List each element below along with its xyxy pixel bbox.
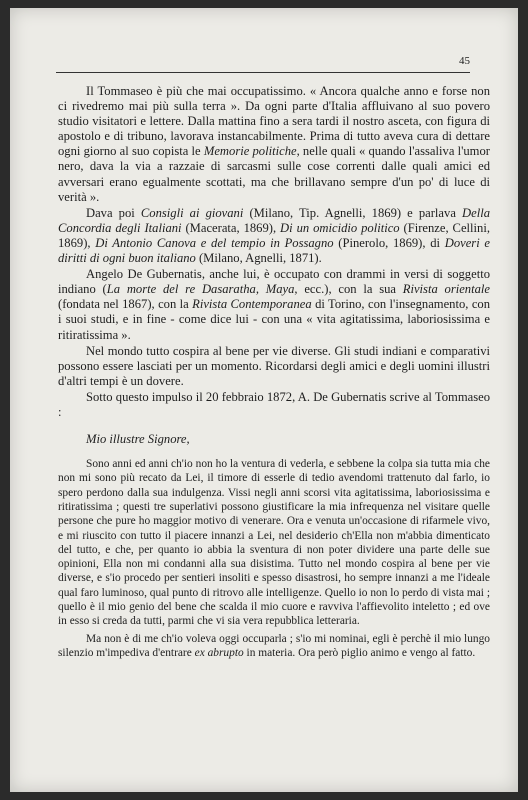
body-paragraph	[58, 206, 490, 266]
text-run: (Milano, Tip. Agnelli, 1869) e parlava	[243, 205, 463, 220]
italic-text: Rivista orientale	[402, 282, 490, 297]
text-run: (Milano, Agnelli, 1871).	[195, 251, 322, 266]
body-paragraph	[58, 390, 490, 420]
body-paragraph	[58, 267, 490, 342]
page-number: 45	[459, 55, 470, 67]
text-run: , nelle quali « quando l'assaliva l'umor nero, dava la via a razzaie di sarcasmi sulle cose correnti dalle quali amici ed avversari erano egualmente scottati, ma che brillavano sempre d'un po' di luce di verità ».	[58, 144, 490, 204]
text-run: (Pinerolo, 1869), di	[333, 235, 445, 250]
italic-text: ex abrupto	[194, 646, 244, 659]
italic-text: Di un omicidio politico	[280, 220, 400, 235]
italic-text: Della Concordia degli Italiani	[58, 205, 490, 235]
text-run: Ma non è di me ch'io voleva oggi occuparla ; s'io mi nominai, egli è perchè il mio lungo silenzio m'impediva d'entrare	[58, 632, 490, 659]
text-run: Il Tommaseo è più che mai occupatissimo. « Ancora qualche anno e forse non ci rivedremo mai più sulla terra ». Da ogni parte d'Italia affluivano al suo povero studio visitatori e lettere. Dalla mattina fino a sera tardi il nostro asceta, con figura di apostolo e di tribuno, lavorava instancabilmente. Prima di tutto aveva cura di dettare ogni giorno al suo copista le	[58, 84, 490, 159]
text-run: Angelo De Gubernatis, anche lui, è occupato con drammi in versi di soggetto indiano (	[58, 267, 490, 297]
body-paragraph	[58, 84, 490, 205]
text-run: di Torino, con l'insegnamento, con i suoi studi, e in fine - come dice lui - con una « vita agitatissima, laboriosissima e ritiratissima ».	[58, 297, 491, 342]
italic-text: Doveri e diritti di ogni buon italiano	[58, 235, 490, 266]
text-run: Dava poi	[86, 205, 141, 220]
italic-text: Rivista Contemporanea	[192, 297, 312, 312]
text-run: Sono anni ed anni ch'io non ho la ventura di vederla, e sebbene la colpa sia tutta mia che non mi sono più recato da Lei, il timore di esserle di tedio avendomi trattenuto dal farlo, io spero perdono dalla sua indulgenza. Vissi negli anni scorsi vita agitatissima, laboriosissima e ritiratissima ; questi tre superlativi possono giustificare la mia infrequenza nel visitare quelle persone che pure ho maggior motivo di venerare. Ora e venuta un'occasione di rifarmele vivo, e mi riuscito con tutto il piacere innanzi a Lei, nel desiderio ch'Ella non m'abbia dimenticato del tutto, e che, per quanto io abbia la sventura di non poter dividere una parte delle sue opinioni, Ella non mi condanni alla sua disistima. Tutto nel mondo cospira al bene per vie diverse, e s'io procedo per sentieri insoliti e spesso disastrosi, ho sempre innanzi a me l'ideale qual faro luminoso, qual punto di ritrovo alle intelligenze. Quello io non lo perdo di vista mai ; quello è il mio genio del bene che scalda il mio cuore e ravviva l'affievolito inteletto ; ed ove in esso si creda da tutti, parmi che vi sia vera repubblica letteraria.	[58, 458, 490, 628]
italic-text: La morte del re Dasaratha, Maya	[106, 282, 295, 297]
body-paragraph	[58, 344, 490, 389]
text-run: (Macerata, 1869),	[181, 220, 281, 235]
letter-salutation: Mio illustre Signore,	[86, 432, 190, 447]
text-run: (Firenze, Cellini, 1869),	[58, 220, 490, 250]
letter-paragraph	[58, 632, 490, 661]
text-run: in materia. Ora però piglio animo e vengo al fatto.	[243, 646, 476, 659]
book-page	[10, 8, 518, 792]
text-run: , ecc.), con la sua	[294, 282, 403, 297]
italic-text: Memorie politiche	[203, 144, 297, 159]
text-run: Sotto questo impulso il 20 febbraio 1872, A. De Gubernatis scrive al Tommaseo :	[58, 389, 490, 419]
italic-text: Consigli ai giovani	[140, 205, 244, 220]
letter-paragraph	[58, 457, 490, 629]
text-run: Nel mondo tutto cospira al bene per vie diverse. Gli studi indiani e comparativi possono essere lasciati per un momento. Ricordarsi degli amici e degli uomini illustri d'altri tempi è un dovere.	[58, 343, 490, 388]
text-run: (fondata nel 1867), con la	[58, 297, 193, 312]
page-body	[58, 84, 490, 660]
italic-text: Di Antonio Canova e del tempio in Possagno	[95, 235, 334, 250]
page-header	[56, 55, 470, 73]
